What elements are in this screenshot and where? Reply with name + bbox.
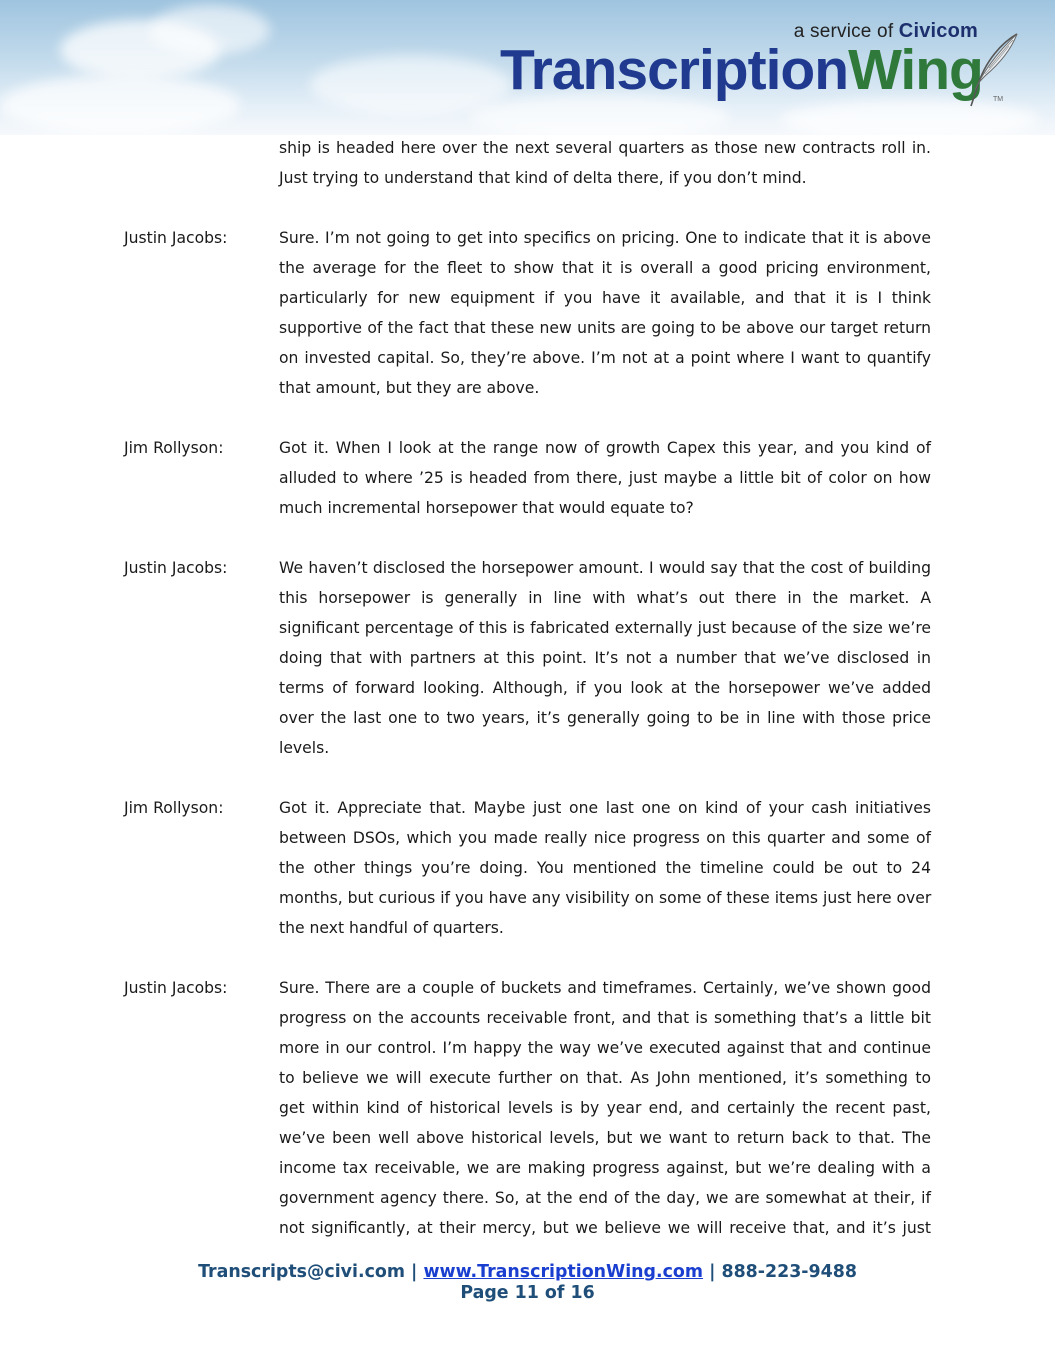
- speaker-name: Jim Rollyson:: [124, 439, 224, 457]
- transcript-line: the average for the fleet to show that it is overall a good pricing environment,: [279, 259, 931, 277]
- civicom-logo: Civicom: [898, 20, 978, 42]
- transcript-line: progress on the accounts receivable front, and that is something that’s a little bit: [279, 1009, 931, 1027]
- trademark-mark: TM: [993, 96, 1004, 103]
- transcript-line: alluded to where ’25 is headed from there, just maybe a little bit of color on how: [279, 469, 931, 487]
- transcript-line: Sure. I’m not going to get into specifics on pricing. One to indicate that it is above: [279, 229, 931, 247]
- speaker-name: Jim Rollyson:: [124, 799, 224, 817]
- transcript-line: significant percentage of this is fabricated externally just because of the size we’re: [279, 619, 931, 637]
- footer-website-link[interactable]: www.TranscriptionWing.com: [423, 1262, 703, 1282]
- transcript-line: We haven’t disclosed the horsepower amount. I would say that the cost of building: [279, 559, 931, 577]
- transcript-line: government agency there. So, at the end of the day, we are somewhat at their, if: [279, 1189, 931, 1207]
- transcript-line: Got it. Appreciate that. Maybe just one last one on kind of your cash initiatives: [279, 799, 931, 817]
- transcript-line: we’ve been well above historical levels, but we want to return back to that. The: [279, 1129, 931, 1147]
- transcript-line: Sure. There are a couple of buckets and timeframes. Certainly, we’ve shown good: [279, 979, 931, 997]
- transcript-line: to believe we will execute further on that. As John mentioned, it’s something to: [279, 1069, 931, 1087]
- transcript-line: over the last one to two years, it’s generally going to be in line with those price: [279, 709, 931, 727]
- transcript-line: doing that with partners at this point. It’s not a number that we’ve disclosed in: [279, 649, 931, 667]
- transcript-line: get within kind of historical levels is by year end, and certainly the recent past,: [279, 1099, 931, 1117]
- footer-email: Transcripts@civi.com: [198, 1262, 405, 1282]
- footer-separator: |: [411, 1262, 418, 1282]
- transcript-line: this horsepower is generally in line with what’s out there in the market. A: [279, 589, 931, 607]
- page-number: Page 11 of 16: [460, 1283, 595, 1303]
- brand-part-wing: Wing: [848, 38, 983, 102]
- speaker-name: Justin Jacobs:: [124, 229, 228, 247]
- transcript-line: levels.: [279, 739, 330, 757]
- transcript-line: more in our control. I’m happy the way we’ve executed against that and continue: [279, 1039, 931, 1057]
- footer-phone: 888-223-9488: [721, 1262, 857, 1282]
- transcript-line: the next handful of quarters.: [279, 919, 504, 937]
- transcript-line: months, but curious if you have any visibility on some of these items just here over: [279, 889, 932, 907]
- transcript-line: Got it. When I look at the range now of growth Capex this year, and you kind of: [279, 439, 931, 457]
- speaker-name: Justin Jacobs:: [124, 559, 228, 577]
- transcript-line: not significantly, at their mercy, but we believe we will receive that, and it’s just: [279, 1219, 931, 1237]
- transcript-line: particularly for new equipment if you have it available, and that it is I think: [279, 289, 931, 307]
- page-footer: [0, 1262, 1055, 1304]
- transcript-line: between DSOs, which you made really nice progress on this quarter and some of: [279, 829, 931, 847]
- transcript-line: on invested capital. So, they’re above. I’m not at a point where I want to quantify: [279, 349, 931, 367]
- footer-separator: |: [709, 1262, 716, 1282]
- transcript-line: ship is headed here over the next several quarters as those new contracts roll in.: [279, 139, 931, 157]
- transcript-line: Just trying to understand that kind of delta there, if you don’t mind.: [279, 169, 807, 187]
- speaker-name: Justin Jacobs:: [124, 979, 228, 997]
- transcript-line: much incremental horsepower that would equate to?: [279, 499, 694, 517]
- transcript-line: income tax receivable, we are making progress against, but we’re dealing with a: [279, 1159, 931, 1177]
- footer-contact-line: [0, 1262, 1055, 1283]
- transcript-line: the other things you’re doing. You mentioned the timeline could be out to 24: [279, 859, 931, 877]
- brand-part-transcription: Transcription: [500, 38, 849, 102]
- transcript-line: that amount, but they are above.: [279, 379, 540, 397]
- transcript-line: supportive of the fact that these new units are going to be above our target return: [279, 319, 931, 337]
- transcript-line: terms of forward looking. Although, if you look at the horsepower we’ve added: [279, 679, 931, 697]
- service-prefix: a service of: [793, 21, 894, 42]
